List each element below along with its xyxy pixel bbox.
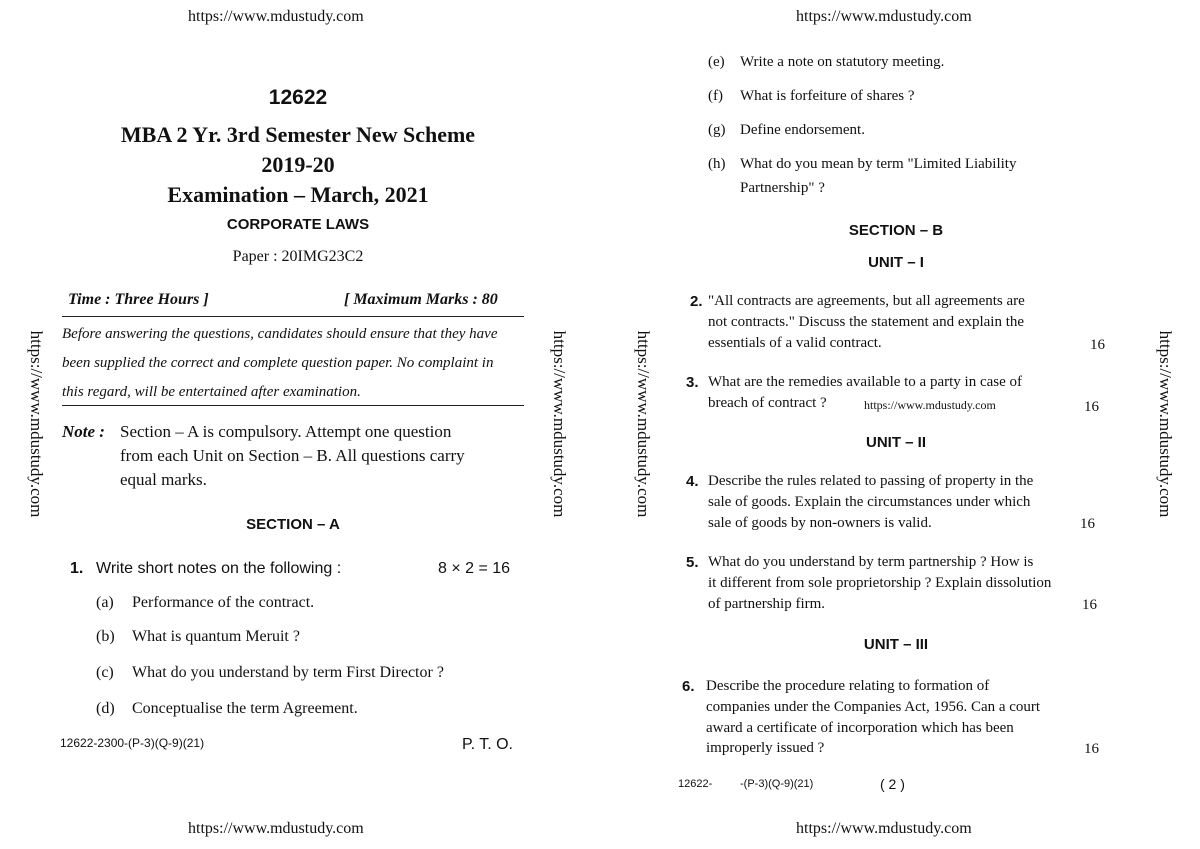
q1-text: Write short notes on the following : — [96, 560, 342, 577]
q6-marks: 16 — [1084, 741, 1099, 757]
side-url-far-right: https://www.mdustudy.com — [1156, 330, 1175, 518]
q1-item-b-text: What is quantum Meruit ? — [132, 628, 300, 645]
rule-bottom — [62, 405, 524, 406]
q3-inline-url: https://www.mdustudy.com — [864, 398, 996, 412]
q1-item-a-text: Performance of the contract. — [132, 594, 315, 611]
instruction-line-1: Before answering the questions, candidates should ensure that they have — [62, 326, 498, 342]
footer-url-right: https://www.mdustudy.com — [796, 820, 972, 837]
q1-item-e-label: (e) — [708, 54, 725, 70]
unit-1-heading: UNIT – I — [868, 254, 924, 271]
exam-title: Examination – March, 2021 — [167, 182, 429, 207]
unit-3-heading: UNIT – III — [863, 636, 929, 653]
note-line-3: equal marks. — [120, 470, 207, 489]
side-url-left-page-right: https://www.mdustudy.com — [550, 330, 569, 518]
page-number: ( 2 ) — [880, 776, 905, 792]
q6-line-3: award a certificate of incorporation which has been — [706, 720, 1014, 736]
course-title: MBA 2 Yr. 3rd Semester New Scheme — [120, 122, 476, 147]
section-b-heading: SECTION – B — [848, 222, 944, 239]
q4-line-1: Describe the rules related to passing of property in the — [708, 473, 1034, 489]
q3-line-1: What are the remedies available to a party in case of — [708, 374, 1023, 390]
note-label: Note : — [62, 422, 105, 441]
q6-line-1: Describe the procedure relating to formation of — [706, 678, 990, 694]
side-url-right-page-left: https://www.mdustudy.com — [634, 330, 653, 518]
session: 2019-20 — [261, 152, 335, 177]
right-footer-code: 12622- — [678, 778, 713, 790]
q1-item-h-text: What do you mean by term "Limited Liability — [740, 156, 1017, 172]
side-url-far-left: https://www.mdustudy.com — [27, 330, 46, 518]
q6-line-4: improperly issued ? — [706, 740, 825, 756]
q4-marks: 16 — [1080, 516, 1095, 532]
q4-line-2: sale of goods. Explain the circumstances under which — [708, 494, 1031, 510]
header-url-right: https://www.mdustudy.com — [796, 8, 972, 25]
paper-code: 12622 — [268, 86, 328, 109]
q6-number: 6. — [682, 678, 695, 695]
q1-marks: 8 × 2 = 16 — [438, 560, 511, 577]
max-marks: [ Maximum Marks : 80 — [344, 291, 498, 308]
q2-line-1: "All contracts are agreements, but all agreements are — [708, 293, 1025, 309]
right-footer-code-2: -(P-3)(Q-9)(21) — [740, 778, 814, 790]
rule-top — [62, 316, 524, 317]
section-a-heading: SECTION – A — [246, 516, 340, 533]
q1-item-d-label: (d) — [96, 700, 115, 717]
q1-item-d-text: Conceptualise the term Agreement. — [132, 700, 358, 717]
q1-item-g-label: (g) — [708, 122, 726, 138]
q3-marks: 16 — [1084, 399, 1099, 415]
time-label: Time : Three Hours ] — [68, 291, 209, 308]
q1-item-c-text: What do you understand by term First Director ? — [132, 664, 444, 681]
q1-item-g-text: Define endorsement. — [740, 122, 865, 138]
q2-line-3: essentials of a valid contract. — [708, 335, 882, 351]
right-page — [676, 0, 1116, 849]
q1-item-h-continued: Partnership" ? — [740, 180, 825, 196]
q1-item-b-label: (b) — [96, 628, 115, 645]
left-footer-code: 12622-2300-(P-3)(Q-9)(21) — [60, 736, 205, 750]
q1-item-a-label: (a) — [96, 594, 114, 611]
q2-line-2: not contracts." Discuss the statement and explain the — [708, 314, 1025, 330]
left-page — [58, 0, 538, 849]
q3-line-2: breach of contract ? — [708, 395, 827, 411]
q5-marks: 16 — [1082, 597, 1097, 613]
footer-url-left: https://www.mdustudy.com — [188, 820, 364, 837]
q1-item-f-text: What is forfeiture of shares ? — [740, 88, 915, 104]
note-line-2: from each Unit on Section – B. All questions carry — [120, 446, 465, 465]
instruction-line-2: been supplied the correct and complete question paper. No complaint in — [62, 355, 494, 371]
q1-item-f-label: (f) — [708, 88, 723, 104]
q1-item-c-label: (c) — [96, 664, 114, 681]
q1-number: 1. — [70, 560, 84, 577]
instruction-line-3: this regard, will be entertained after examination. — [62, 384, 361, 400]
q2-number: 2. — [690, 293, 703, 310]
q1-item-h-label: (h) — [708, 156, 726, 172]
q4-number: 4. — [686, 473, 699, 490]
q5-line-1: What do you understand by term partnership ? How is — [708, 554, 1034, 570]
q3-number: 3. — [686, 374, 699, 391]
pto: P. T. O. — [462, 736, 513, 753]
unit-2-heading: UNIT – II — [865, 434, 926, 451]
q1-item-e-text: Write a note on statutory meeting. — [740, 54, 945, 70]
q5-number: 5. — [686, 554, 699, 571]
header-url-left: https://www.mdustudy.com — [188, 8, 364, 25]
q5-line-3: of partnership firm. — [708, 596, 826, 612]
q2-marks: 16 — [1090, 337, 1105, 353]
q4-line-3: sale of goods by non-owners is valid. — [708, 515, 932, 531]
note-line-1: Section – A is compulsory. Attempt one question — [120, 422, 452, 441]
paper-id: Paper : 20IMG23C2 — [232, 248, 364, 265]
q6-line-2: companies under the Companies Act, 1956. Can a court — [706, 699, 1041, 715]
q5-line-2: it different from sole proprietorship ? Explain dissolution — [708, 575, 1052, 591]
subject: CORPORATE LAWS — [226, 216, 370, 233]
